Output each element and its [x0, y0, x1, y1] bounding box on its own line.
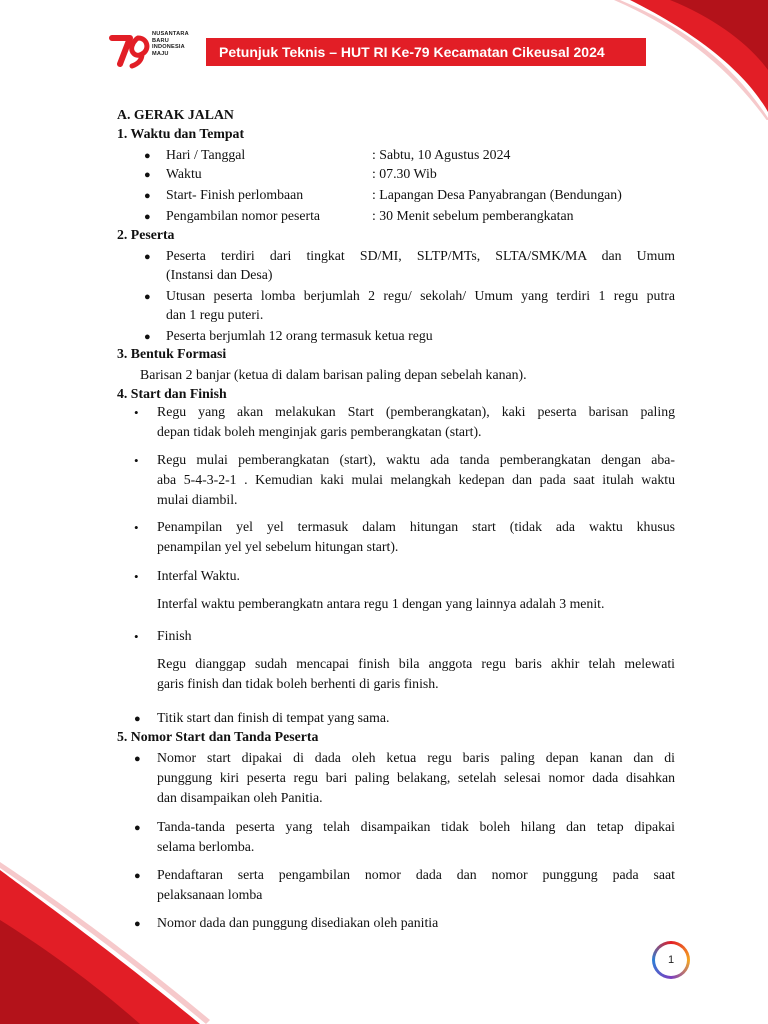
- bullet-icon: •: [134, 453, 139, 468]
- bullet-icon: ●: [134, 870, 141, 882]
- bullet-icon: ●: [134, 822, 141, 834]
- paragraph-line: dan disampaikan oleh Panitia.: [157, 790, 323, 805]
- bullet-icon: ●: [144, 211, 151, 223]
- info-value: : 30 Menit sebelum pemberangkatan: [372, 208, 574, 223]
- paragraph-line: Barisan 2 banjar (ketua di dalam barisan paling depan sebelah kanan).: [140, 367, 527, 382]
- logo-line: NUSANTARA: [152, 31, 189, 37]
- bullet-icon: ●: [144, 251, 151, 263]
- section-2-title: 2. Peserta: [117, 227, 175, 242]
- paragraph-line: pelaksanaan lomba: [157, 887, 263, 902]
- paragraph-line: Regu yang akan melakukan Start (pemberangkatan), kaki peserta barisan paling: [157, 404, 675, 419]
- paragraph-line: penampilan yel yel sebelum hitungan start).: [157, 539, 399, 554]
- info-value: : Sabtu, 10 Agustus 2024: [372, 147, 511, 162]
- logo-line: MAJU: [152, 50, 169, 57]
- section-3-title: 3. Bentuk Formasi: [117, 346, 227, 361]
- paragraph-line: Regu dianggap sudah mencapai finish bila anggota regu baris akhir telah melewati: [157, 656, 675, 671]
- bullet-icon: •: [134, 520, 139, 535]
- hut-ri-79-logo: [108, 30, 208, 70]
- bottom-left-red-swoosh: [0, 860, 210, 1024]
- bullet-icon: ●: [134, 753, 141, 765]
- paragraph-line: Nomor dada dan punggung disediakan oleh panitia: [157, 915, 439, 930]
- logo-79-mark: [108, 30, 150, 70]
- paragraph-line: selama berlomba.: [157, 839, 255, 854]
- bullet-icon: ●: [144, 331, 151, 343]
- paragraph-line: Peserta berjumlah 12 orang termasuk ketua regu: [166, 328, 433, 343]
- info-value: : Lapangan Desa Panyabrangan (Bendungan): [372, 187, 622, 202]
- logo-line: BARU: [152, 37, 169, 44]
- page-number: 1: [655, 944, 687, 976]
- info-label: Waktu: [166, 166, 202, 181]
- section-1-title: 1. Waktu dan Tempat: [117, 126, 245, 141]
- paragraph-line: garis finish dan tidak boleh berhenti di garis finish.: [157, 676, 439, 691]
- paragraph-line: (Instansi dan Desa): [166, 267, 273, 282]
- page-number-badge: [652, 941, 690, 979]
- paragraph-line: Interfal Waktu.: [157, 568, 240, 583]
- paragraph-line: Finish: [157, 628, 192, 643]
- bullet-icon: ●: [134, 713, 141, 725]
- bullet-icon: •: [134, 629, 139, 644]
- bullet-icon: ●: [144, 291, 151, 303]
- bullet-icon: ●: [144, 190, 151, 202]
- section-5-title: 5. Nomor Start dan Tanda Peserta: [117, 729, 319, 744]
- section-4-title: 4. Start dan Finish: [117, 386, 227, 401]
- paragraph-line: depan tidak boleh menginjak garis pemberangkatan (start).: [157, 424, 482, 439]
- bullet-icon: ●: [144, 169, 151, 181]
- logo-tagline: [152, 31, 189, 57]
- bullet-icon: •: [134, 405, 139, 420]
- paragraph-line: aba 5-4-3-2-1 . Kemudian kaki mulai melangkah kedepan dan pada saat itulah waktu: [157, 472, 675, 487]
- bullet-icon: •: [134, 569, 139, 584]
- info-label: Hari / Tanggal: [166, 147, 246, 162]
- info-label: Start- Finish perlombaan: [166, 187, 304, 202]
- paragraph-line: Tanda-tanda peserta yang telah disampaikan tidak boleh hilang dan tetap dipakai: [157, 819, 675, 834]
- paragraph-line: Peserta terdiri dari tingkat SD/MI, SLTP/MTs, SLTA/SMK/MA dan Umum: [166, 248, 675, 263]
- bullet-icon: ●: [134, 918, 141, 930]
- header-banner: Petunjuk Teknis – HUT RI Ke-79 Kecamatan Cikeusal 2024: [206, 38, 646, 66]
- bullet-icon: ●: [144, 150, 151, 162]
- paragraph-line: dan 1 regu puteri.: [166, 307, 264, 322]
- paragraph-line: mulai diambil.: [157, 492, 238, 507]
- info-label: Pengambilan nomor peserta: [166, 208, 321, 223]
- logo-line: INDONESIA: [152, 44, 185, 51]
- paragraph-line: Interfal waktu pemberangkatn antara regu 1 dengan yang lainnya adalah 3 menit.: [157, 596, 605, 611]
- paragraph-line: Regu mulai pemberangkatan (start), waktu ada tanda pemberangkatan dengan aba-: [157, 452, 675, 467]
- paragraph-line: Penampilan yel yel termasuk dalam hitungan start (tidak ada waktu khusus: [157, 519, 675, 534]
- info-value: : 07.30 Wib: [372, 166, 437, 181]
- paragraph-line: punggung kiri peserta regu bari paling belakang, setelah selesai nomor dada disahkan: [157, 770, 675, 785]
- paragraph-line: Titik start dan finish di tempat yang sama.: [157, 710, 390, 725]
- paragraph-line: Nomor start dipakai di dada oleh ketua regu baris paling depan kanan dan di: [157, 750, 675, 765]
- section-a-title: A. GERAK JALAN: [117, 107, 234, 122]
- paragraph-line: Pendaftaran serta pengambilan nomor dada dan nomor punggung pada saat: [157, 867, 675, 882]
- paragraph-line: Utusan peserta lomba berjumlah 2 regu/ sekolah/ Umum yang terdiri 1 regu putra: [166, 288, 675, 303]
